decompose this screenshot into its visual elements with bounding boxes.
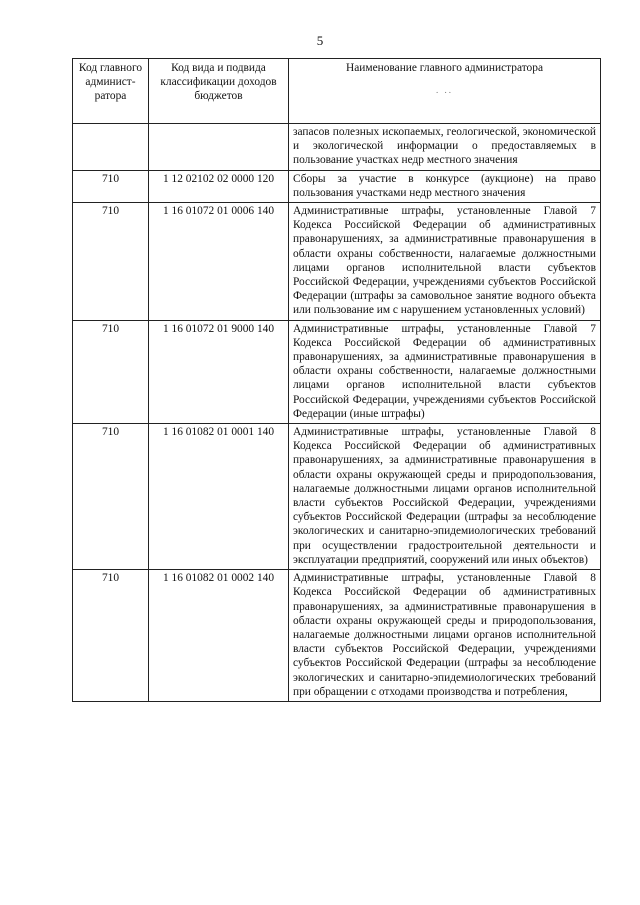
header-admin-code: Код главного админист-ратора — [73, 59, 149, 124]
administrator-name-cell: запасов полезных ископаемых, геологической, экономической и экологической информации о предоставляемых в пользование участках недр местного значения — [289, 124, 601, 171]
classification-code-cell: 1 16 01072 01 0006 140 — [149, 203, 289, 321]
classification-code-cell: 1 16 01082 01 0001 140 — [149, 424, 289, 570]
classification-code-cell: 1 12 02102 02 0000 120 — [149, 170, 289, 202]
table-row — [73, 170, 601, 202]
admin-code-cell: 710 — [73, 570, 149, 702]
administrator-name-cell: Сборы за участие в конкурсе (аукционе) на право пользования участками недр местного значения — [289, 170, 601, 202]
administrator-name-cell: Административные штрафы, установленные Главой 7 Кодекса Российской Федерации об административных правонарушениях, за административные правонарушения в области охраны собственности, налагаемые должностными лицами органов исполнительной власти субъектов Российской Федерации, учреждениями субъектов Российской Федерации (иные штрафы) — [289, 320, 601, 423]
admin-code-cell: 710 — [73, 320, 149, 423]
classification-code-cell: 1 16 01082 01 0002 140 — [149, 570, 289, 702]
table-row — [73, 570, 601, 702]
page-number: 5 — [316, 33, 324, 48]
header-classification-code: Код вида и подвида классификации доходов бюджетов — [149, 59, 289, 124]
administrator-name-cell: Административные штрафы, установленные Главой 7 Кодекса Российской Федерации об административных правонарушениях, за административные правонарушения в области охраны собственности, налагаемые должностными лицами органов исполнительной власти субъектов Российской Федерации, учреждениями субъектов Российской Федерации (штрафы за самовольное занятие водного объекта или пользование им с нарушением установленных условий) — [289, 203, 601, 321]
administrator-name-cell: Административные штрафы, установленные Главой 8 Кодекса Российской Федерации об административных правонарушениях, за административные правонарушения в области охраны окружающей среды и природопользования, налагаемые должностными лицами органов исполнительной власти субъектов Российской Федерации, учреждениями субъектов Российской Федерации (штрафы за несоблюдение экологических и санитарно-эпидемиологических требований при обращении с отходами производства и потребления, — [289, 570, 601, 702]
header-administrator-name — [289, 59, 601, 124]
header-scan-mark: . .. — [436, 85, 453, 96]
table-header — [73, 59, 601, 124]
header-administrator-name-text: Наименование главного администратора — [346, 62, 543, 74]
admin-code-cell: 710 — [73, 424, 149, 570]
table-row — [73, 203, 601, 321]
table-body — [73, 124, 601, 702]
admin-code-cell: 710 — [73, 170, 149, 202]
classification-code-cell — [149, 124, 289, 171]
table-header-row — [73, 59, 601, 124]
classification-code-cell: 1 16 01072 01 9000 140 — [149, 320, 289, 423]
admin-code-cell — [73, 124, 149, 171]
admin-code-cell: 710 — [73, 203, 149, 321]
administrator-name-cell: Административные штрафы, установленные Главой 8 Кодекса Российской Федерации об административных правонарушениях, за административные правонарушения в области охраны окружающей среды и природопользования, налагаемые должностными лицами органов исполнительной власти субъектов Российской Федерации, учреждениями субъектов Российской Федерации (штрафы за несоблюдение экологических и санитарно-эпидемиологических требований при осуществлении градостроительной деятельности и эксплуатации предприятий, сооружений или иных объектов) — [289, 424, 601, 570]
revenue-administrators-table — [72, 58, 601, 702]
table-row — [73, 320, 601, 423]
table-row — [73, 124, 601, 171]
table-row — [73, 424, 601, 570]
